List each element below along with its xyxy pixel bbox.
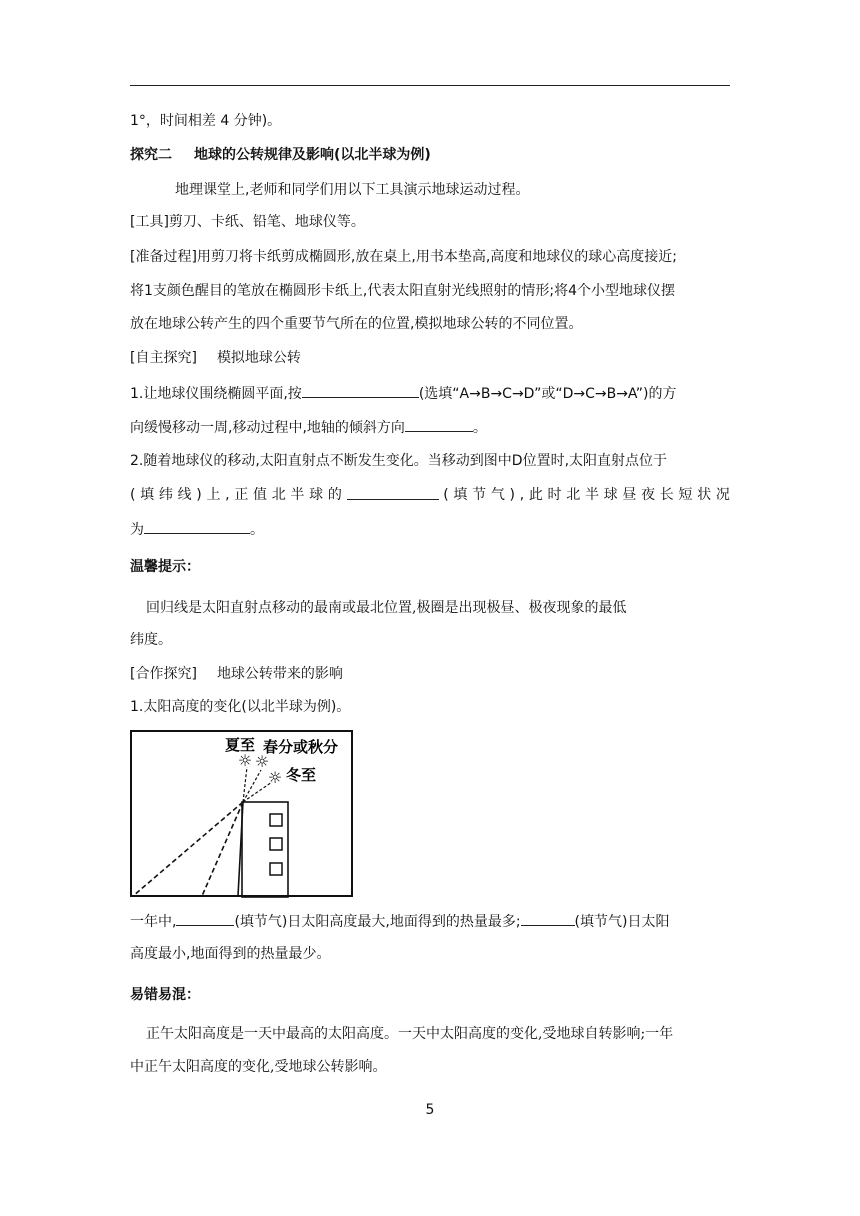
coop-study-title: 地球公转带来的影响 xyxy=(216,666,343,682)
question-text: (选填“A→B→C→D”或“D→C→B→A”)的方 xyxy=(418,386,677,402)
text-line: 1°，时间相差 4 分钟)。 xyxy=(130,113,282,129)
question-char: 线 xyxy=(177,487,192,503)
question-char: 气 xyxy=(490,487,505,503)
section-title: 地球的公转规律及影响(以北半球为例) xyxy=(194,147,431,163)
question-char: 状 xyxy=(697,487,712,503)
coop-study-heading xyxy=(130,665,343,683)
question-char: ) xyxy=(509,487,515,503)
page-number: 5 xyxy=(425,1102,435,1118)
question-1-line-2 xyxy=(130,418,487,437)
error-heading: 易错易混： xyxy=(130,987,200,1003)
prep-text-1: [准备过程]用剪刀将卡纸剪成椭圆形,放在桌上,用书本垫高,高度和地球仪的球心高度接近; xyxy=(130,249,677,265)
answer-blank[interactable] xyxy=(302,384,419,398)
question-2-line-3 xyxy=(130,520,264,539)
question-char: 填 xyxy=(453,487,468,503)
question-char: 球 xyxy=(309,487,324,503)
equinox-ray xyxy=(202,802,243,896)
year-line-2: 高度最小,地面得到的热量最少。 xyxy=(130,946,331,962)
question-text: 。 xyxy=(472,420,487,436)
question-char: 此 xyxy=(528,487,543,503)
coop-item-1: 1.太阳高度的变化(以北半球为例)。 xyxy=(130,699,351,715)
answer-blank[interactable] xyxy=(521,912,575,926)
building-window xyxy=(270,814,282,826)
label-summer-solstice: 夏至 xyxy=(225,736,256,754)
question-char: ) xyxy=(196,487,202,503)
label-winter-solstice: 冬至 xyxy=(286,766,317,784)
question-char: 短 xyxy=(678,487,693,503)
tip-text-1: 回归线是太阳直射点移动的最南或最北位置,极圈是出现极昼、极夜现象的最低 xyxy=(146,600,627,616)
question-char: 上 xyxy=(206,487,221,503)
winter-ray xyxy=(133,802,243,896)
answer-blank[interactable] xyxy=(176,912,234,926)
question-char: ( xyxy=(443,487,449,503)
answer-blank[interactable] xyxy=(405,418,473,432)
sun-icon: ☼ xyxy=(237,751,253,770)
question-char: 夜 xyxy=(641,487,656,503)
tip-text-2: 纬度。 xyxy=(130,632,172,648)
question-char: , xyxy=(225,487,230,503)
question-text: 1.让地球仪围绕椭圆平面,按 xyxy=(130,386,302,402)
question-char: 北 xyxy=(271,487,286,503)
question-char: 值 xyxy=(253,487,268,503)
question-text: 。 xyxy=(250,522,264,538)
year-line-1 xyxy=(130,912,669,931)
section-label: 探究二 xyxy=(130,147,172,163)
building-window xyxy=(270,838,282,850)
question-text: 一年中, xyxy=(130,914,177,930)
error-text-1: 正午太阳高度是一天中最高的太阳高度。一天中太阳高度的变化,受地球自转影响;一年 xyxy=(146,1026,674,1042)
sun-icon: ☼ xyxy=(254,752,270,771)
question-text: 为 xyxy=(130,522,144,538)
self-study-label: [自主探究] xyxy=(130,350,197,366)
self-study-title: 模拟地球公转 xyxy=(216,350,301,366)
answer-blank[interactable] xyxy=(347,486,439,500)
question-char: 昼 xyxy=(622,487,637,503)
prep-text-2: 将1支颜色醒目的笔放在椭圆形卡纸上,代表太阳直射光线照射的情形;将4个小型地球仪摆 xyxy=(130,283,675,299)
prep-text-3: 放在地球公转产生的四个重要节气所在的位置,模拟地球公转的不同位置。 xyxy=(130,316,583,332)
question-char: 长 xyxy=(659,487,674,503)
coop-study-label: [合作探究] xyxy=(130,666,197,682)
building-window xyxy=(270,863,282,875)
question-char: 球 xyxy=(603,487,618,503)
question-char: 填 xyxy=(140,487,155,503)
question-char: 北 xyxy=(566,487,581,503)
question-2-line-1: 2.随着地球仪的移动,太阳直射点不断发生变化。当移动到图中D位置时,太阳直射点位于 xyxy=(130,453,668,469)
question-text: (填节气)日太阳 xyxy=(574,914,670,930)
label-equinox: 春分或秋分 xyxy=(263,738,339,756)
error-text-2: 中正午太阳高度的变化,受地球公转影响。 xyxy=(130,1059,387,1075)
question-char: 正 xyxy=(234,487,249,503)
intro-text: 地理课堂上,老师和同学们用以下工具演示地球运动过程。 xyxy=(175,182,530,198)
question-char: 的 xyxy=(327,487,342,503)
question-char: 半 xyxy=(584,487,599,503)
question-text: 向缓慢移动一周,移动过程中,地轴的倾斜方向 xyxy=(130,420,405,436)
question-char: , xyxy=(519,487,525,503)
question-1-line-1 xyxy=(130,384,677,403)
question-char: ( xyxy=(130,487,136,503)
question-char: 节 xyxy=(472,487,487,503)
question-char: 时 xyxy=(547,487,562,503)
question-2-line-2 xyxy=(130,486,730,504)
answer-blank[interactable] xyxy=(144,520,250,534)
sun-icon: ☼ xyxy=(267,768,283,787)
tools-text: [工具]剪刀、卡纸、铅笔、地球仪等。 xyxy=(130,214,365,230)
question-char: 况 xyxy=(715,487,730,503)
question-text: (填节气)日太阳高度最大,地面得到的热量最多; xyxy=(234,914,521,930)
self-study-heading xyxy=(130,349,301,367)
tip-heading: 温馨提示： xyxy=(130,559,200,575)
question-char: 半 xyxy=(290,487,305,503)
sun-altitude-diagram xyxy=(130,730,354,898)
section-heading xyxy=(130,146,431,164)
question-char: 纬 xyxy=(158,487,173,503)
header-rule xyxy=(130,85,730,86)
